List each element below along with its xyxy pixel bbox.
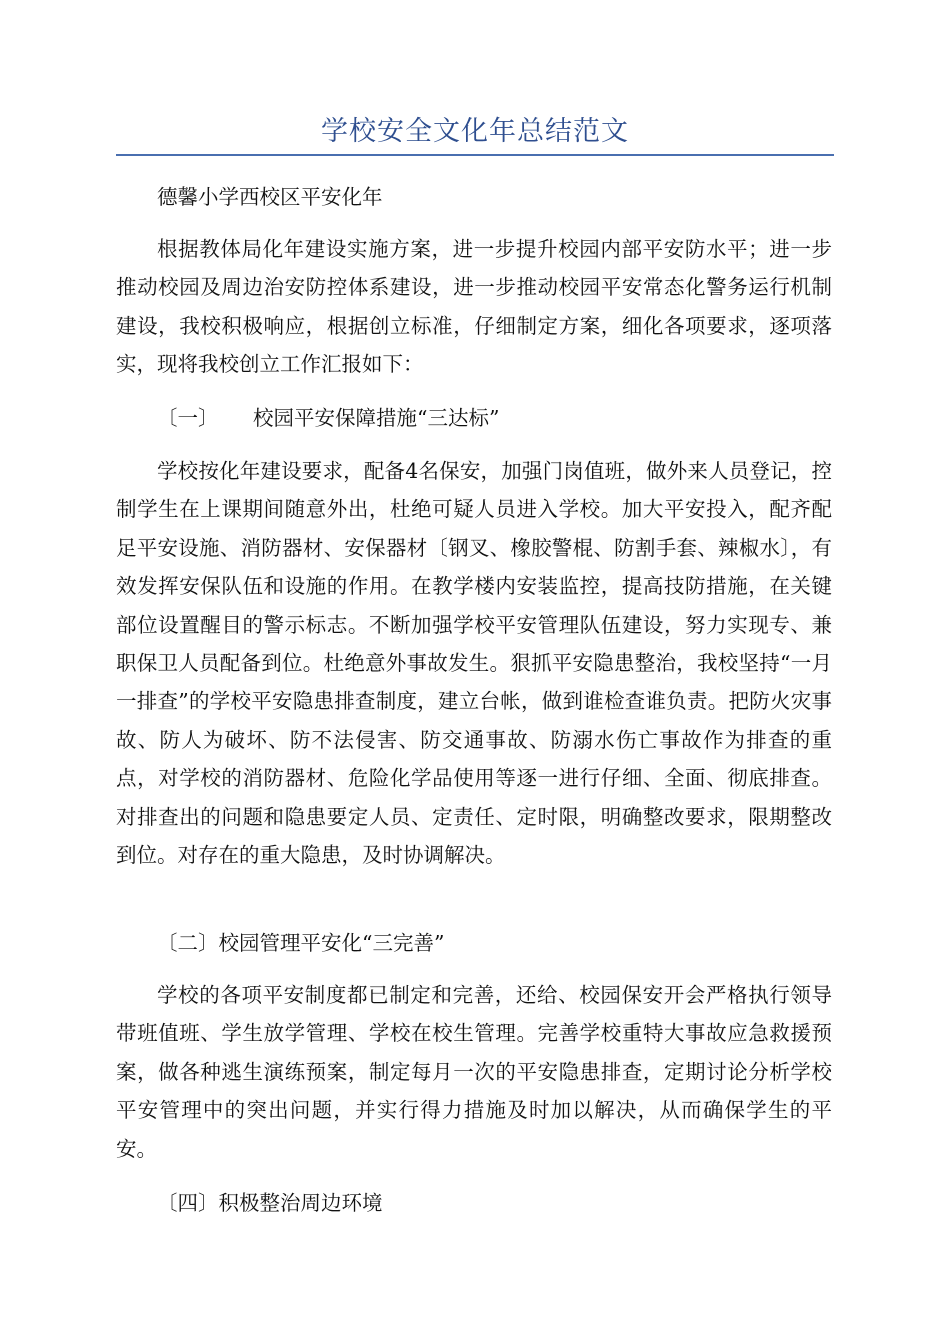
section-1-heading <box>116 399 832 437</box>
section-4-heading: 〔四〕积极整治周边环境 <box>157 1191 383 1215</box>
section-2-heading: 〔二〕校园管理平安化“三完善” <box>157 931 445 955</box>
section-2-body: 学校的各项平安制度都已制定和完善，还给、校园保安开会严格执行领导带班值班、学生放学管理、学校在校生管理。完善学校重特大事故应急救援预案，做各种逃生演练预案，制定每月一次的平安隐患排查，定期讨论分析学校平安管理中的突出问题，并实行得力措施及时加以解决，从而确保学生的平安。 <box>116 983 832 1161</box>
intro-paragraph: 根据教体局化年建设实施方案，进一步提升校园内部平安防水平；进一步推动校园及周边治安防控体系建设，进一步推动校园平安常态化警务运行机制建设，我校积极响应，根据创立标准，仔细制定方案，细化各项要求，逐项落实，现将我校创立工作汇报如下： <box>116 237 832 377</box>
section-1-body: 学校按化年建设要求，配备4名保安，加强门岗值班，做外来人员登记，控制学生在上课期间随意外出，杜绝可疑人员进入学校。加大平安投入，配齐配足平安设施、消防器材、安保器材〔钢叉、橡胶警棍、防割手套、辣椒水〕，有效发挥安保队伍和设施的作用。在教学楼内安装监控，提高技防措施，在关键部位设置醒目的警示标志。不断加强学校平安管理队伍建设，努力实现专、兼职保卫人员配备到位。杜绝意外事故发生。狠抓平安隐患整治，我校坚持“一月一排查”的学校平安隐患排查制度，建立台帐，做到谁检查谁负责。把防火灾事故、防人为破坏、防不法侵害、防交通事故、防溺水伤亡事故作为排查的重点，对学校的消防器材、危险化学品使用等逐一进行仔细、全面、彻底排查。对排查出的问题和隐患要定人员、定责任、定时限，明确整改要求，限期整改到位。对存在的重大隐患，及时协调解决。 <box>116 459 832 868</box>
section-1-number: 〔一〕 <box>157 406 219 430</box>
document-title: 学校安全文化年总结范文 <box>321 116 629 147</box>
title-underline <box>116 154 834 156</box>
school-line: 德馨小学西校区平安化年 <box>157 185 383 209</box>
section-1-title: 校园平安保障措施“三达标” <box>253 406 500 430</box>
